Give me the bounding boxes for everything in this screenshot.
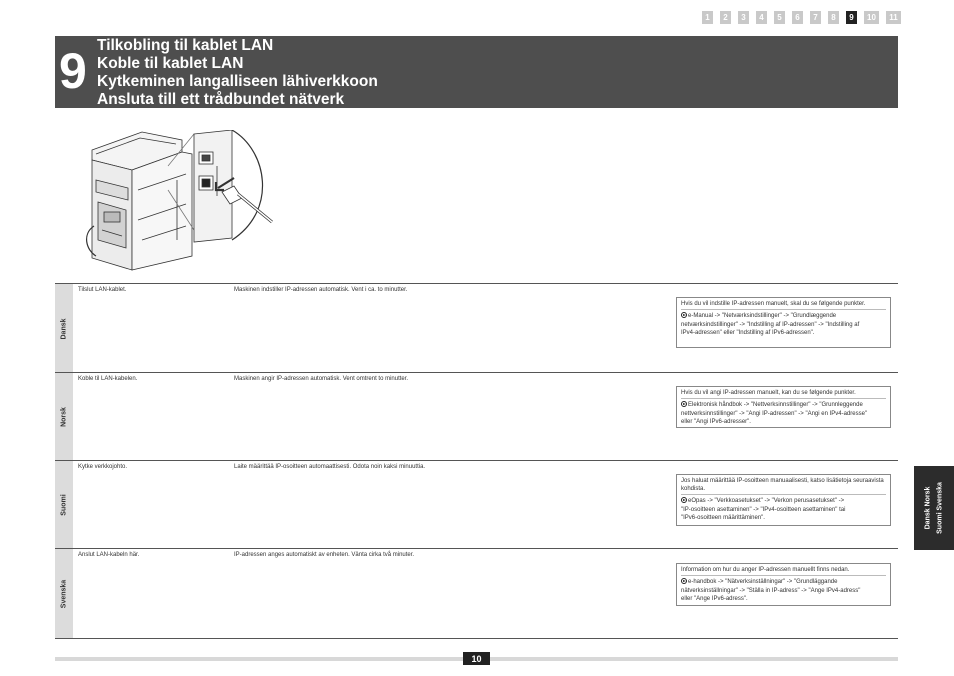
instruction-norsk: Koble til LAN-kabelen.	[78, 376, 138, 382]
step-2: 2	[720, 11, 731, 24]
step-number: 9	[59, 43, 87, 99]
page-number: 10	[463, 652, 490, 665]
step-8: 8	[828, 11, 839, 24]
note-intro-dansk: Hvis du vil indstille IP-adressen manuelt, skal du se følgende punkter.	[681, 300, 886, 310]
section-norsk	[55, 372, 898, 461]
step-6: 6	[792, 11, 803, 24]
title-norsk: Koble til kablet LAN	[97, 55, 244, 72]
step-11: 11	[886, 11, 901, 24]
step-header	[55, 36, 898, 108]
note-box-suomi	[676, 474, 891, 526]
printer-lan-illustration	[82, 130, 278, 276]
note-path-suomi: eOpas -> "Verkkoasetukset" -> "Verkon perusasetukset" -> "IP-osoitteen asettaminen" -> "IPv4-osoitteen asettaminen" tai "IPv6-osoitteen määrittäminen".	[681, 498, 846, 521]
lang-tab-dansk: Dansk	[55, 284, 73, 373]
step-titles	[97, 37, 378, 109]
section-svenska	[55, 548, 898, 639]
note-path-svenska: e-handbok -> "Nätverksinställningar" -> "Grundläggande nätverksinställningar" -> "Ställa in IP-adress" -> "Ange IPv4-adress" eller "Ange IPv6-adress".	[681, 579, 861, 602]
sections-bottom-rule	[55, 638, 898, 639]
info-suomi: Laite määrittää IP-osoitteen automaattisesti. Odota noin kaksi minuuttia.	[234, 464, 426, 470]
section-suomi	[55, 460, 898, 549]
side-tab-line-1: Dansk Norsk	[924, 486, 932, 530]
note-box-norsk	[676, 386, 891, 428]
reference-arrow-icon	[681, 312, 687, 318]
note-box-dansk	[676, 297, 891, 348]
instruction-svenska: Anslut LAN-kabeln här.	[78, 552, 140, 558]
step-3: 3	[738, 11, 749, 24]
instruction-suomi: Kytke verkkojohto.	[78, 464, 128, 470]
step-7: 7	[810, 11, 821, 24]
instruction-dansk: Tilslut LAN-kablet.	[78, 287, 127, 293]
lang-tab-svenska: Svenska	[55, 549, 73, 639]
step-1: 1	[702, 11, 713, 24]
info-svenska: IP-adressen anges automatiskt av enheten. Vänta cirka två minuter.	[234, 552, 415, 558]
step-4: 4	[756, 11, 767, 24]
note-path-dansk: e-Manual -> "Netværksindstillinger" -> "Grundlæggende netværksindstillinger" -> "Indstilling af IP-adressen" -> "Indstilling af IPv4-adressen" eller "Indstilling af IPv6-adressen".	[681, 313, 860, 336]
note-intro-norsk: Hvis du vil angi IP-adressen manuelt, kan du se følgende punkter.	[681, 389, 886, 399]
title-dansk: Tilkobling til kablet LAN	[97, 37, 274, 54]
title-suomi: Kytkeminen langalliseen lähiverkkoon	[97, 73, 378, 90]
note-intro-svenska: Information om hur du anger IP-adressen manuellt finns nedan.	[681, 566, 886, 576]
title-svenska: Ansluta till ett trådbundet nätverk	[97, 91, 345, 108]
step-5: 5	[774, 11, 785, 24]
lang-tab-suomi: Suomi	[55, 461, 73, 549]
note-box-svenska	[676, 563, 891, 606]
reference-arrow-icon	[681, 401, 687, 407]
note-path-norsk: Elektronisk håndbok -> "Nettverksinnstillinger" -> "Grunnleggende nettverksinnstillinger" -> "Angi IP-adressen" -> "Angi en IPv4-adresse" eller "Angi IPv6-adresser".	[681, 402, 868, 425]
step-navigation	[702, 11, 904, 24]
note-intro-suomi: Jos haluat määrittää IP-osoitteen manuaalisesti, katso lisätietoja seuraavista kohdista.	[681, 477, 886, 495]
step-9-active: 9	[846, 11, 857, 24]
lang-tab-norsk: Norsk	[55, 373, 73, 461]
side-tab-line-2: Suomi Svenska	[936, 482, 944, 534]
info-norsk: Maskinen angir IP-adressen automatisk. Vent omtrent to minutter.	[234, 376, 409, 382]
step-10: 10	[864, 11, 879, 24]
reference-arrow-icon	[681, 578, 687, 584]
reference-arrow-icon	[681, 497, 687, 503]
info-dansk: Maskinen indstiller IP-adressen automatisk. Vent i ca. to minutter.	[234, 287, 408, 293]
language-side-tab	[914, 466, 954, 550]
section-dansk	[55, 283, 898, 373]
